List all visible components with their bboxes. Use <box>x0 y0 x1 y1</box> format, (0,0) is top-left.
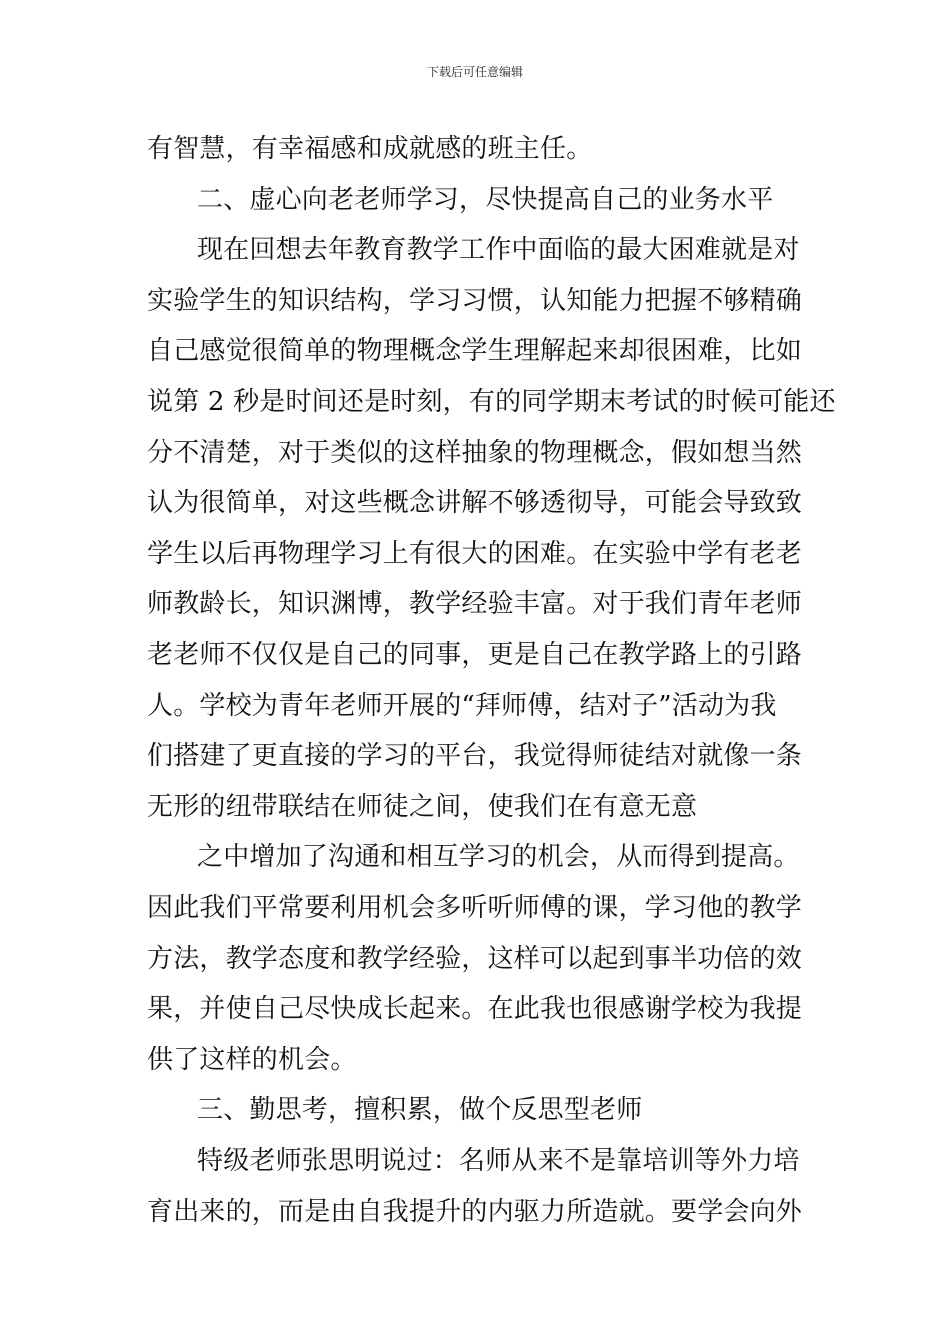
text-line: 自己感觉很简单的物理概念学生理解起来却很困难，比如 <box>147 336 803 367</box>
text-line: 师教龄长，知识渊博，教学经验丰富。对于我们青年老师 <box>147 589 803 620</box>
text-line: 学生以后再物理学习上有很大的困难。在实验中学有老老 <box>147 538 803 569</box>
text-line: 二、虚心向老老师学习，尽快提高自己的业务水平 <box>197 184 774 215</box>
text-line: 因此我们平常要利用机会多听听师傅的课，学习他的教学 <box>147 893 803 923</box>
text-line: 方法，教学态度和教学经验，这样可以起到事半功倍的效 <box>147 943 803 974</box>
text-line: 老老师不仅仅是自己的同事，更是自己在教学路上的引路 <box>147 640 803 670</box>
text-line: 分不清楚，对于类似的这样抽象的物理概念，假如想当然 <box>147 437 803 468</box>
text-line: 供了这样的机会。 <box>147 1044 357 1075</box>
text-line: 有智慧，有幸福感和成就感的班主任。 <box>147 134 593 164</box>
text-line: 认为很简单，对这些概念讲解不够透彻导，可能会导致致 <box>147 488 803 519</box>
text-line: 们搭建了更直接的学习的平台，我觉得师徒结对就像一条 <box>147 741 803 772</box>
text-line: 实验学生的知识结构，学习习惯，认知能力把握不够精确 <box>147 285 803 316</box>
text-line: 现在回想去年教育教学工作中面临的最大困难就是对 <box>197 235 800 266</box>
text-line: 说第 2 秒是时间还是时刻，有的同学期末考试的时候可能还 <box>147 387 836 417</box>
text-line: 三、勤思考，擅积累，做个反思型老师 <box>197 1095 643 1126</box>
text-line: 之中增加了沟通和相互学习的机会，从而得到提高。 <box>197 842 800 873</box>
text-line: 特级老师张思明说过：名师从来不是靠培训等外力培 <box>197 1146 800 1176</box>
page-header: 下载后可任意编辑 <box>426 65 523 79</box>
text-line: 人。学校为青年老师开展的“拜师傅，结对子”活动为我 <box>147 690 777 721</box>
text-line: 育出来的，而是由自我提升的内驱力所造就。要学会向外 <box>147 1196 803 1227</box>
text-line: 无形的纽带联结在师徒之间，使我们在有意无意 <box>147 791 698 822</box>
text-line: 果，并使自己尽快成长起来。在此我也很感谢学校为我提 <box>147 994 803 1025</box>
